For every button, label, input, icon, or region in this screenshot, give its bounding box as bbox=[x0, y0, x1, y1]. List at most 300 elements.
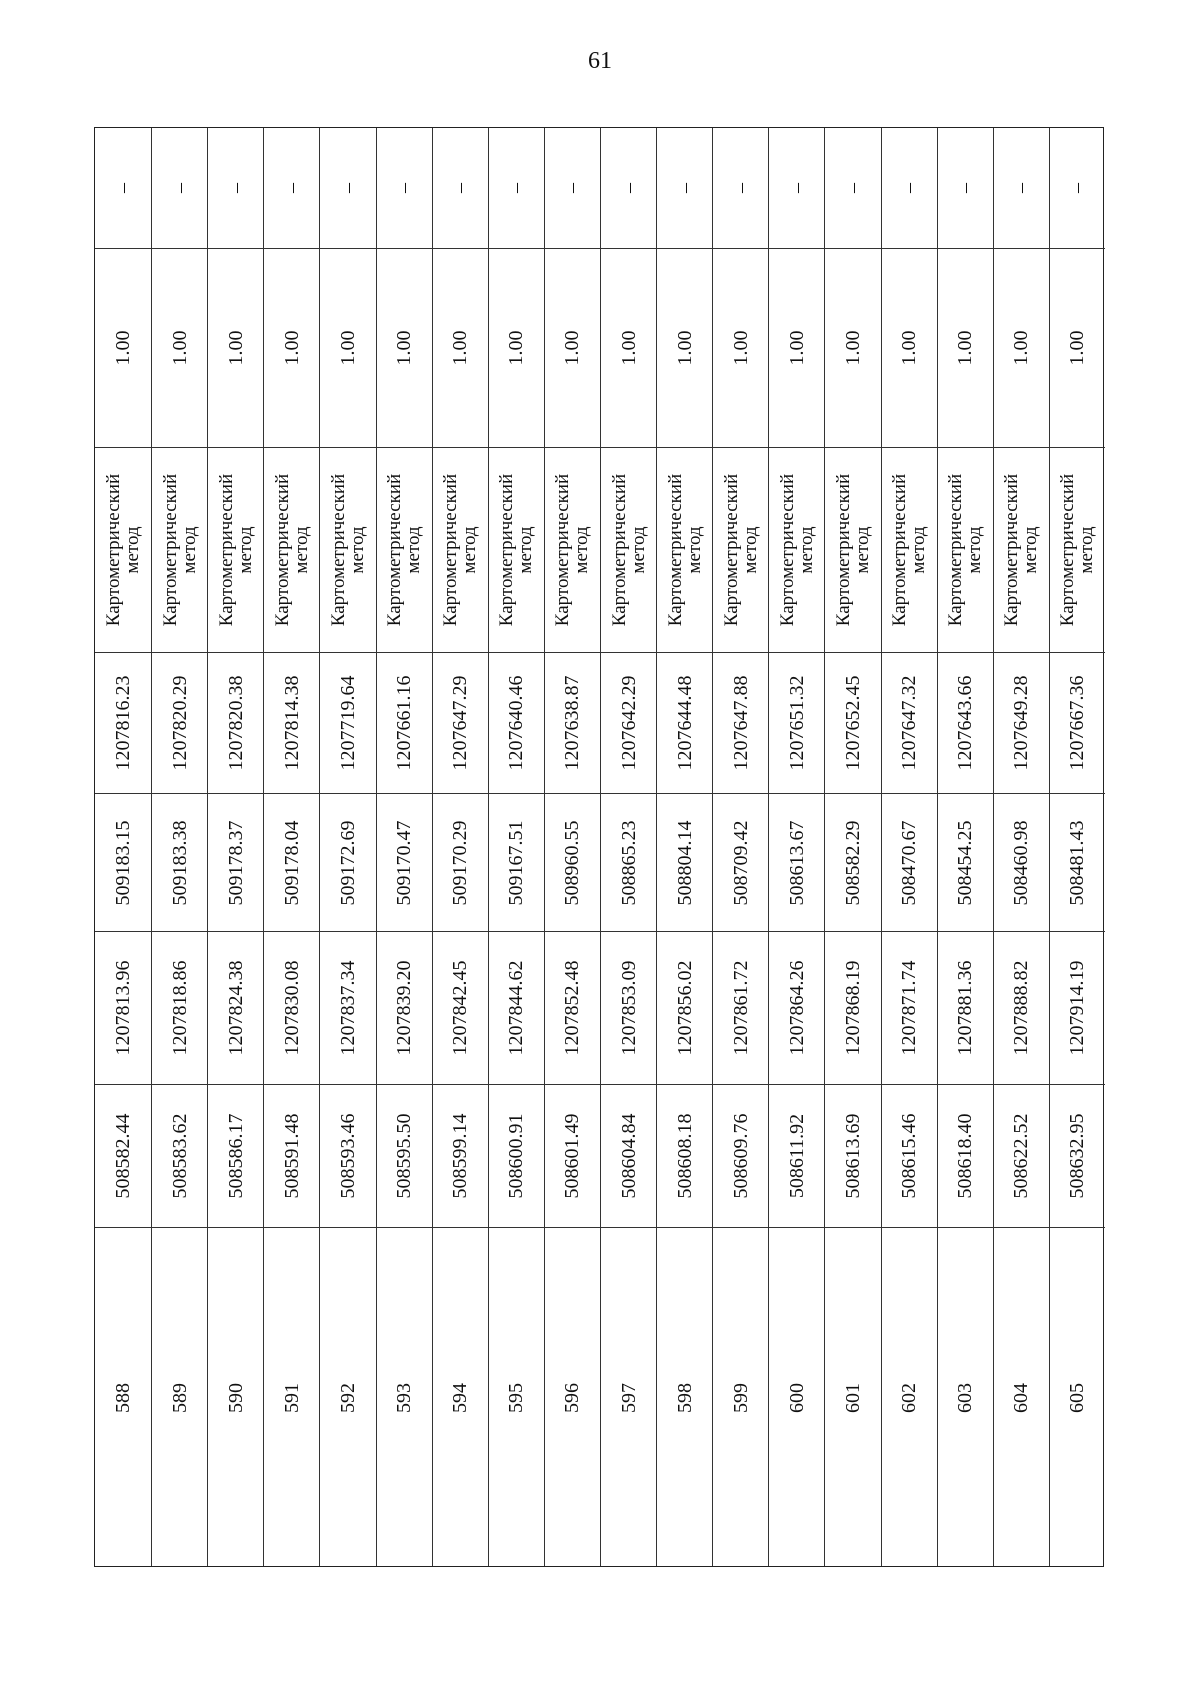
method-text bbox=[834, 474, 872, 626]
cell-x2 bbox=[489, 793, 544, 931]
num-value: 596 bbox=[561, 1383, 584, 1413]
cell-x2 bbox=[938, 793, 993, 931]
method-text bbox=[441, 474, 479, 626]
cell-x2 bbox=[95, 793, 151, 931]
cell-y2 bbox=[938, 652, 993, 793]
x2-value: 508865.23 bbox=[617, 820, 640, 905]
y2-value: 1207647.29 bbox=[449, 675, 472, 771]
x2-value: 509170.29 bbox=[449, 820, 472, 905]
x1-value: 508586.17 bbox=[224, 1113, 247, 1199]
method-line1: Картометрический bbox=[608, 473, 630, 627]
cell-extra bbox=[208, 128, 263, 248]
x1-value: 508601.49 bbox=[561, 1113, 584, 1199]
cell-method bbox=[994, 447, 1049, 652]
cell-y1 bbox=[433, 931, 488, 1084]
page-number: 61 bbox=[588, 48, 612, 74]
y2-value: 1207647.88 bbox=[729, 675, 752, 771]
cell-x1 bbox=[1050, 1084, 1105, 1227]
method-text bbox=[329, 474, 367, 626]
cell-y2 bbox=[769, 652, 824, 793]
y1-value: 1207813.96 bbox=[112, 960, 135, 1056]
y2-value: 1207661.16 bbox=[393, 675, 416, 771]
accuracy-value: 1.00 bbox=[729, 330, 752, 366]
num-value: 595 bbox=[505, 1383, 528, 1413]
cell-accuracy bbox=[938, 248, 993, 447]
extra-value: – bbox=[898, 183, 921, 193]
cell-x1 bbox=[601, 1084, 656, 1227]
x1-value: 508583.62 bbox=[168, 1113, 191, 1199]
method-line1: Картометрический bbox=[215, 473, 237, 627]
accuracy-value: 1.00 bbox=[393, 330, 416, 366]
cell-y2 bbox=[657, 652, 712, 793]
cell-x2 bbox=[601, 793, 656, 931]
cell-y1 bbox=[938, 931, 993, 1084]
cell-x2 bbox=[264, 793, 319, 931]
cell-y2 bbox=[95, 652, 151, 793]
num-value: 599 bbox=[729, 1383, 752, 1413]
method-line1: Картометрический bbox=[664, 473, 686, 627]
method-line2: метод bbox=[683, 526, 705, 574]
x2-value: 509167.51 bbox=[505, 820, 528, 905]
cell-extra bbox=[152, 128, 207, 248]
method-line1: Картометрический bbox=[776, 473, 798, 627]
cell-method bbox=[545, 447, 600, 652]
cell-num bbox=[601, 1227, 656, 1568]
x2-value: 508960.55 bbox=[561, 820, 584, 905]
method-line1: Картометрический bbox=[1057, 473, 1079, 627]
cell-y1 bbox=[152, 931, 207, 1084]
cell-num bbox=[264, 1227, 319, 1568]
num-value: 603 bbox=[954, 1383, 977, 1413]
y2-value: 1207816.23 bbox=[112, 675, 135, 771]
num-value: 601 bbox=[841, 1383, 864, 1413]
x1-value: 508608.18 bbox=[673, 1113, 696, 1199]
cell-method bbox=[208, 447, 263, 652]
method-line2: метод bbox=[1020, 526, 1042, 574]
x2-value: 509183.38 bbox=[168, 820, 191, 905]
num-value: 593 bbox=[393, 1383, 416, 1413]
cell-extra bbox=[320, 128, 375, 248]
cell-num bbox=[489, 1227, 544, 1568]
method-line2: метод bbox=[1076, 526, 1098, 574]
cell-y1 bbox=[320, 931, 375, 1084]
extra-value: – bbox=[168, 183, 191, 193]
table-row bbox=[151, 128, 207, 1566]
cell-method bbox=[1050, 447, 1105, 652]
extra-value: – bbox=[617, 183, 640, 193]
method-line1: Картометрический bbox=[945, 473, 967, 627]
table-row bbox=[95, 128, 151, 1566]
extra-value: – bbox=[729, 183, 752, 193]
cell-x1 bbox=[377, 1084, 432, 1227]
method-line2: метод bbox=[459, 526, 481, 574]
cell-y1 bbox=[1050, 931, 1105, 1084]
y2-value: 1207647.32 bbox=[898, 675, 921, 771]
y2-value: 1207642.29 bbox=[617, 675, 640, 771]
cell-y2 bbox=[882, 652, 937, 793]
cell-x1 bbox=[320, 1084, 375, 1227]
num-value: 597 bbox=[617, 1383, 640, 1413]
cell-x2 bbox=[433, 793, 488, 931]
accuracy-value: 1.00 bbox=[224, 330, 247, 366]
cell-x1 bbox=[938, 1084, 993, 1227]
cell-y1 bbox=[377, 931, 432, 1084]
table-row bbox=[432, 128, 488, 1566]
cell-accuracy bbox=[545, 248, 600, 447]
extra-value: – bbox=[449, 183, 472, 193]
method-text bbox=[1058, 474, 1096, 626]
cell-y2 bbox=[208, 652, 263, 793]
method-text bbox=[666, 474, 704, 626]
method-text bbox=[497, 474, 535, 626]
extra-value: – bbox=[393, 183, 416, 193]
y1-value: 1207839.20 bbox=[393, 960, 416, 1056]
cell-extra bbox=[377, 128, 432, 248]
cell-accuracy bbox=[320, 248, 375, 447]
cell-extra bbox=[994, 128, 1049, 248]
x1-value: 508618.40 bbox=[954, 1113, 977, 1199]
cell-x2 bbox=[713, 793, 768, 931]
cell-y1 bbox=[601, 931, 656, 1084]
method-text bbox=[161, 474, 199, 626]
cell-x2 bbox=[1050, 793, 1105, 931]
method-text bbox=[217, 474, 255, 626]
method-text bbox=[778, 474, 816, 626]
cell-y1 bbox=[713, 931, 768, 1084]
x2-value: 509178.04 bbox=[280, 820, 303, 905]
num-value: 604 bbox=[1010, 1383, 1033, 1413]
cell-x2 bbox=[320, 793, 375, 931]
cell-x1 bbox=[994, 1084, 1049, 1227]
table-row bbox=[376, 128, 432, 1566]
extra-value: – bbox=[841, 183, 864, 193]
accuracy-value: 1.00 bbox=[336, 330, 359, 366]
cell-x1 bbox=[713, 1084, 768, 1227]
y1-value: 1207868.19 bbox=[841, 960, 864, 1056]
cell-x1 bbox=[264, 1084, 319, 1227]
y1-value: 1207864.26 bbox=[785, 960, 808, 1056]
table-row bbox=[319, 128, 375, 1566]
cell-accuracy bbox=[601, 248, 656, 447]
cell-num bbox=[545, 1227, 600, 1568]
x2-value: 508454.25 bbox=[954, 820, 977, 905]
num-value: 591 bbox=[280, 1383, 303, 1413]
x2-value: 508613.67 bbox=[785, 820, 808, 905]
x1-value: 508591.48 bbox=[280, 1113, 303, 1199]
method-line2: метод bbox=[571, 526, 593, 574]
cell-method bbox=[601, 447, 656, 652]
cell-x1 bbox=[152, 1084, 207, 1227]
cell-num bbox=[882, 1227, 937, 1568]
y2-value: 1207651.32 bbox=[785, 675, 808, 771]
num-value: 600 bbox=[785, 1383, 808, 1413]
extra-value: – bbox=[224, 183, 247, 193]
cell-method bbox=[95, 447, 151, 652]
method-line1: Картометрический bbox=[327, 473, 349, 627]
method-text bbox=[946, 474, 984, 626]
extra-value: – bbox=[1066, 183, 1089, 193]
y1-value: 1207871.74 bbox=[898, 960, 921, 1056]
x1-value: 508609.76 bbox=[729, 1113, 752, 1199]
x2-value: 508460.98 bbox=[1010, 820, 1033, 905]
cell-y2 bbox=[433, 652, 488, 793]
accuracy-value: 1.00 bbox=[898, 330, 921, 366]
cell-num bbox=[938, 1227, 993, 1568]
cell-x2 bbox=[545, 793, 600, 931]
y2-value: 1207719.64 bbox=[336, 675, 359, 771]
x2-value: 509172.69 bbox=[336, 820, 359, 905]
y1-value: 1207830.08 bbox=[280, 960, 303, 1056]
table-row bbox=[656, 128, 712, 1566]
table-row bbox=[712, 128, 768, 1566]
accuracy-value: 1.00 bbox=[280, 330, 303, 366]
y2-value: 1207649.28 bbox=[1010, 675, 1033, 771]
cell-x2 bbox=[882, 793, 937, 931]
method-text bbox=[1002, 474, 1040, 626]
accuracy-value: 1.00 bbox=[112, 330, 135, 366]
cell-num bbox=[713, 1227, 768, 1568]
cell-method bbox=[377, 447, 432, 652]
table-row bbox=[993, 128, 1049, 1566]
extra-value: – bbox=[336, 183, 359, 193]
table-row bbox=[488, 128, 544, 1566]
x1-value: 508632.95 bbox=[1066, 1113, 1089, 1199]
y1-value: 1207861.72 bbox=[729, 960, 752, 1056]
cell-x1 bbox=[95, 1084, 151, 1227]
cell-y2 bbox=[320, 652, 375, 793]
x1-value: 508582.44 bbox=[112, 1113, 135, 1199]
cell-y2 bbox=[377, 652, 432, 793]
y1-value: 1207914.19 bbox=[1066, 960, 1089, 1056]
extra-value: – bbox=[280, 183, 303, 193]
cell-accuracy bbox=[152, 248, 207, 447]
cell-y2 bbox=[1050, 652, 1105, 793]
method-line1: Картометрический bbox=[496, 473, 518, 627]
cell-extra bbox=[433, 128, 488, 248]
cell-accuracy bbox=[769, 248, 824, 447]
accuracy-value: 1.00 bbox=[1066, 330, 1089, 366]
method-text bbox=[610, 474, 648, 626]
num-value: 605 bbox=[1066, 1383, 1089, 1413]
cell-extra bbox=[769, 128, 824, 248]
cell-accuracy bbox=[994, 248, 1049, 447]
method-text bbox=[890, 474, 928, 626]
cell-extra bbox=[882, 128, 937, 248]
method-line1: Картометрический bbox=[103, 473, 125, 627]
num-value: 592 bbox=[336, 1383, 359, 1413]
table-row bbox=[824, 128, 880, 1566]
cell-num bbox=[377, 1227, 432, 1568]
cell-y1 bbox=[545, 931, 600, 1084]
cell-extra bbox=[601, 128, 656, 248]
cell-x2 bbox=[208, 793, 263, 931]
cell-x2 bbox=[657, 793, 712, 931]
accuracy-value: 1.00 bbox=[617, 330, 640, 366]
accuracy-value: 1.00 bbox=[449, 330, 472, 366]
cell-num bbox=[208, 1227, 263, 1568]
cell-x2 bbox=[825, 793, 880, 931]
cell-num bbox=[320, 1227, 375, 1568]
y1-value: 1207818.86 bbox=[168, 960, 191, 1056]
x2-value: 509178.37 bbox=[224, 820, 247, 905]
method-text bbox=[385, 474, 423, 626]
cell-accuracy bbox=[657, 248, 712, 447]
extra-value: – bbox=[673, 183, 696, 193]
y2-value: 1207644.48 bbox=[673, 675, 696, 771]
method-line2: метод bbox=[346, 526, 368, 574]
num-value: 594 bbox=[449, 1383, 472, 1413]
cell-x1 bbox=[208, 1084, 263, 1227]
method-line2: метод bbox=[795, 526, 817, 574]
method-line2: метод bbox=[234, 526, 256, 574]
num-value: 589 bbox=[168, 1383, 191, 1413]
x2-value: 508709.42 bbox=[729, 820, 752, 905]
method-line2: метод bbox=[739, 526, 761, 574]
extra-value: – bbox=[1010, 183, 1033, 193]
x2-value: 508470.67 bbox=[898, 820, 921, 905]
cell-y2 bbox=[601, 652, 656, 793]
method-text bbox=[553, 474, 591, 626]
y2-value: 1207820.29 bbox=[168, 675, 191, 771]
num-value: 590 bbox=[224, 1383, 247, 1413]
cell-num bbox=[152, 1227, 207, 1568]
method-text bbox=[722, 474, 760, 626]
accuracy-value: 1.00 bbox=[841, 330, 864, 366]
cell-x1 bbox=[769, 1084, 824, 1227]
method-line2: метод bbox=[290, 526, 312, 574]
table-row bbox=[768, 128, 824, 1566]
cell-num bbox=[433, 1227, 488, 1568]
cell-extra bbox=[264, 128, 319, 248]
cell-x1 bbox=[657, 1084, 712, 1227]
table-row bbox=[263, 128, 319, 1566]
cell-y1 bbox=[825, 931, 880, 1084]
x2-value: 508582.29 bbox=[841, 820, 864, 905]
cell-x1 bbox=[882, 1084, 937, 1227]
cell-x1 bbox=[489, 1084, 544, 1227]
extra-value: – bbox=[112, 183, 135, 193]
method-line2: метод bbox=[964, 526, 986, 574]
y2-value: 1207820.38 bbox=[224, 675, 247, 771]
cell-x2 bbox=[377, 793, 432, 931]
cell-extra bbox=[489, 128, 544, 248]
extra-value: – bbox=[785, 183, 808, 193]
method-line2: метод bbox=[178, 526, 200, 574]
cell-num bbox=[95, 1227, 151, 1568]
extra-value: – bbox=[505, 183, 528, 193]
cell-accuracy bbox=[713, 248, 768, 447]
y2-value: 1207640.46 bbox=[505, 675, 528, 771]
cell-y2 bbox=[545, 652, 600, 793]
method-line1: Картометрический bbox=[440, 473, 462, 627]
table-row bbox=[207, 128, 263, 1566]
table-row bbox=[1049, 128, 1105, 1566]
table-row bbox=[937, 128, 993, 1566]
method-line2: метод bbox=[122, 526, 144, 574]
cell-extra bbox=[713, 128, 768, 248]
x2-value: 509170.47 bbox=[393, 820, 416, 905]
x1-value: 508611.92 bbox=[785, 1113, 808, 1199]
y1-value: 1207844.62 bbox=[505, 960, 528, 1056]
cell-accuracy bbox=[489, 248, 544, 447]
method-line1: Картометрический bbox=[889, 473, 911, 627]
cell-accuracy bbox=[882, 248, 937, 447]
cell-accuracy bbox=[433, 248, 488, 447]
method-line2: метод bbox=[851, 526, 873, 574]
cell-accuracy bbox=[825, 248, 880, 447]
cell-num bbox=[657, 1227, 712, 1568]
y2-value: 1207667.36 bbox=[1066, 675, 1089, 771]
cell-y2 bbox=[152, 652, 207, 793]
cell-method bbox=[152, 447, 207, 652]
cell-method bbox=[657, 447, 712, 652]
y1-value: 1207881.36 bbox=[954, 960, 977, 1056]
extra-value: – bbox=[954, 183, 977, 193]
table-row bbox=[600, 128, 656, 1566]
cell-x2 bbox=[152, 793, 207, 931]
y1-value: 1207842.45 bbox=[449, 960, 472, 1056]
y1-value: 1207856.02 bbox=[673, 960, 696, 1056]
cell-extra bbox=[825, 128, 880, 248]
cell-method bbox=[433, 447, 488, 652]
cell-y1 bbox=[489, 931, 544, 1084]
method-line2: метод bbox=[908, 526, 930, 574]
cell-y1 bbox=[657, 931, 712, 1084]
cell-method bbox=[320, 447, 375, 652]
cell-method bbox=[882, 447, 937, 652]
y1-value: 1207888.82 bbox=[1010, 960, 1033, 1056]
accuracy-value: 1.00 bbox=[1010, 330, 1033, 366]
x2-value: 508804.14 bbox=[673, 820, 696, 905]
cell-method bbox=[264, 447, 319, 652]
cell-num bbox=[825, 1227, 880, 1568]
x1-value: 508604.84 bbox=[617, 1113, 640, 1199]
accuracy-value: 1.00 bbox=[505, 330, 528, 366]
cell-num bbox=[769, 1227, 824, 1568]
cell-y1 bbox=[264, 931, 319, 1084]
method-line1: Картометрический bbox=[552, 473, 574, 627]
x2-value: 509183.15 bbox=[112, 820, 135, 905]
y2-value: 1207652.45 bbox=[841, 675, 864, 771]
cell-method bbox=[769, 447, 824, 652]
method-line1: Картометрический bbox=[832, 473, 854, 627]
y2-value: 1207814.38 bbox=[280, 675, 303, 771]
y1-value: 1207824.38 bbox=[224, 960, 247, 1056]
cell-y1 bbox=[769, 931, 824, 1084]
cell-method bbox=[489, 447, 544, 652]
method-line1: Картометрический bbox=[271, 473, 293, 627]
method-line1: Картометрический bbox=[159, 473, 181, 627]
cell-y2 bbox=[489, 652, 544, 793]
cell-y2 bbox=[825, 652, 880, 793]
cell-accuracy bbox=[264, 248, 319, 447]
method-line2: метод bbox=[627, 526, 649, 574]
cell-y1 bbox=[882, 931, 937, 1084]
accuracy-value: 1.00 bbox=[561, 330, 584, 366]
cell-extra bbox=[1050, 128, 1105, 248]
cell-method bbox=[713, 447, 768, 652]
method-line2: метод bbox=[515, 526, 537, 574]
coordinates-table bbox=[94, 127, 1104, 1567]
num-value: 588 bbox=[112, 1383, 135, 1413]
method-line1: Картометрический bbox=[384, 473, 406, 627]
cell-x1 bbox=[825, 1084, 880, 1227]
cell-extra bbox=[938, 128, 993, 248]
x1-value: 508593.46 bbox=[336, 1113, 359, 1199]
method-line2: метод bbox=[403, 526, 425, 574]
cell-x2 bbox=[994, 793, 1049, 931]
method-line1: Картометрический bbox=[1001, 473, 1023, 627]
